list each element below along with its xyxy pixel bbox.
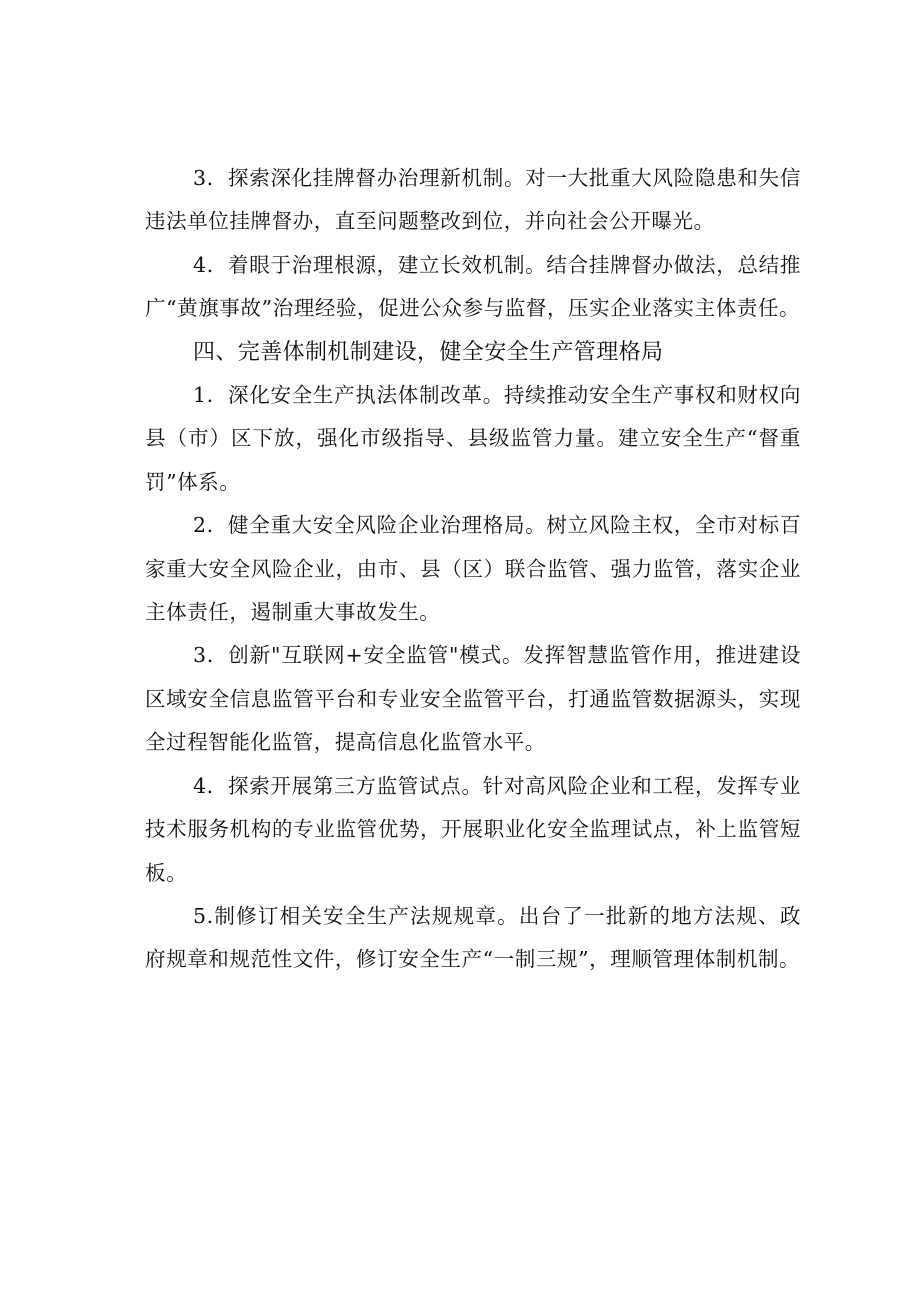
- paragraph-section4-item-3: 3．创新"互联网+安全监管"模式。发挥智慧监管作用，推进建设区域安全信息监管平台和专业安全监管平台，打通监管数据源头，实现全过程智能化监管，提高信息化监管水平。: [145, 643, 801, 755]
- paragraph-section4-item-2: 2．健全重大安全风险企业治理格局。树立风险主权，全市对标百家重大安全风险企业，由市、县（区）联合监管、强力监管，落实企业主体责任，遏制重大事故发生。: [145, 513, 801, 625]
- paragraph-section4-item-5: 5.制修订相关安全生产法规规章。出台了一批新的地方法规、政府规章和规范性文件，修订安全生产“一制三规”，理顺管理体制机制。: [145, 903, 801, 972]
- document-body: [145, 157, 801, 982]
- paragraph-section4-item-1: 1．深化安全生产执法体制改革。持续推动安全生产事权和财权向县（市）区下放，强化市级指导、县级监管力量。建立安全生产“督重罚”体系。: [145, 383, 801, 494]
- paragraph-item-4: 4．着眼于治理根源，建立长效机制。结合挂牌督办做法，总结推广“黄旗事故”治理经验，促进公众参与监督，压实企业落实主体责任。: [145, 252, 801, 321]
- paragraph-section4-item-4: 4．探索开展第三方监管试点。针对高风险企业和工程，发挥专业技术服务机构的专业监管优势，开展职业化安全监理试点，补上监管短板。: [145, 773, 801, 885]
- paragraph-item-3: 3．探索深化挂牌督办治理新机制。对一大批重大风险隐患和失信违法单位挂牌督办，直至问题整改到位，并向社会公开曝光。: [145, 166, 801, 234]
- section-heading: 四、完善体制机制建设，健全安全生产管理格局: [193, 339, 664, 365]
